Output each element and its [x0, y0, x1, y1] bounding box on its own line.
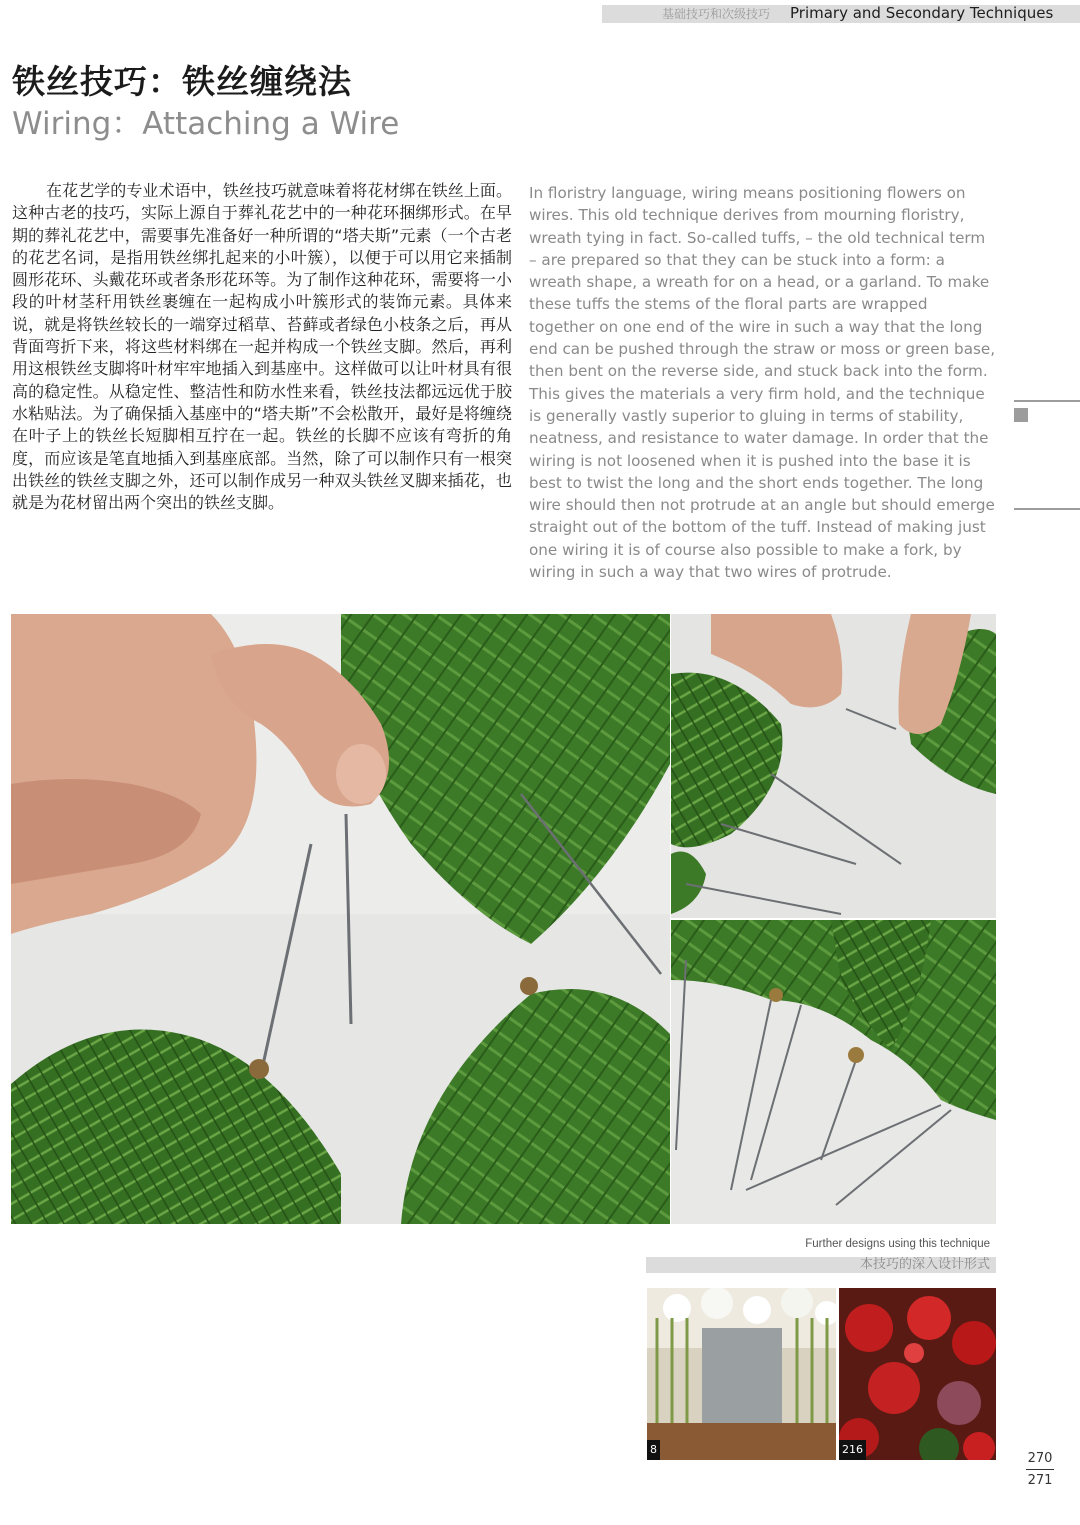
- body-text-cn: 在花艺学的专业术语中，铁丝技巧就意味着将花材绑在铁丝上面。这种古老的技巧，实际上源自于葬礼花艺中的一种花环捆绑形式。在早期的葬礼花艺中，需要事先准备好一种所谓的“塔夫斯”元素（一个古老的花艺名词，是指用铁丝绑扎起来的小叶簇），以便于可以用它来插制圆形花环、头戴花环或者条形花环等。为了制作这种花环，需要将一小段的叶材茎秆用铁丝裹缠在一起构成小叶簇形式的装饰元素。具体来说，就是将铁丝较长的一端穿过稻草、苔藓或者绿色小枝条之后，再从背面弯折下来，将这些材料绑在一起并构成一个铁丝支脚。然后，再利用这根铁丝支脚将叶材牢牢地插入到基座中。这样做可以让叶材具有很高的稳定性。从稳定性、整洁性和防水性来看，铁丝技法都远远优于胶水粘贴法。为了确保插入基座中的“塔夫斯”不会松散开，最好是将缠绕在叶子上的铁丝长短脚相互拧在一起。铁丝的长脚不应该有弯折的角度，而应该是笔直地插入到基座底部。当然，除了可以制作只有一根突出铁丝的铁丝支脚之外，还可以制作成另一种双头铁丝叉脚来插花，也就是为花材留出两个突出的铁丝支脚。: [12, 181, 512, 513]
- page-number-left: 270: [1027, 1451, 1053, 1466]
- step-photo-bottom: [671, 920, 996, 1224]
- page-number-divider: [1026, 1469, 1054, 1470]
- thumbnail-number: 216: [839, 1440, 866, 1460]
- further-designs-label-en: Further designs using this technique: [805, 1238, 990, 1250]
- further-design-thumbnail-8[interactable]: [647, 1288, 836, 1460]
- main-photo: [11, 614, 670, 1224]
- margin-rule-bottom: [1014, 508, 1080, 510]
- margin-rule-top: [1014, 400, 1080, 402]
- page-title-en: Wiring：Attaching a Wire: [12, 106, 400, 142]
- header-section-en: Primary and Secondary Techniques: [790, 4, 1054, 22]
- body-text-en: In floristry language, wiring means positioning flowers on wires. This old technique derives from mourning floristry, wreath tying in fact. So-called tuffs, – the old technical term – are prepared so that they can be stuck into a form: a wreath shape, a wreath for on a head, or a garland. To make these tuffs the stems of the floral parts are wrapped together on one end of the wire in such a way that the long end can be pushed through the straw or moss or green base, then bent on the reverse side, and stuck back into the form. This gives the materials a very firm hold, and the technique is generally vastly superior to gluing in terms of stability, neatness, and resistance to water damage. In order that the wiring is not loosened when it is pushed into the base it is best to twist the long and the short ends together. The long wire should then not protrude at an angle but should emerge straight out of the bottom of the tuff. Instead of making just one wiring it is of course also possible to make a fork, by wiring in such a way that two wires of protrude.: [529, 184, 996, 582]
- step-photo-top: [671, 614, 996, 918]
- page-title-cn: 铁丝技巧：铁丝缠绕法: [12, 62, 352, 101]
- header-section-cn: 基础技巧和次级技巧: [662, 7, 771, 21]
- further-designs-label-cn: 本技巧的深入设计形式: [859, 1257, 990, 1272]
- further-design-thumbnail-216[interactable]: [839, 1288, 996, 1460]
- thumbnail-number: 8: [647, 1440, 660, 1460]
- page-number-right: 271: [1027, 1473, 1053, 1488]
- margin-marker: [1014, 408, 1028, 422]
